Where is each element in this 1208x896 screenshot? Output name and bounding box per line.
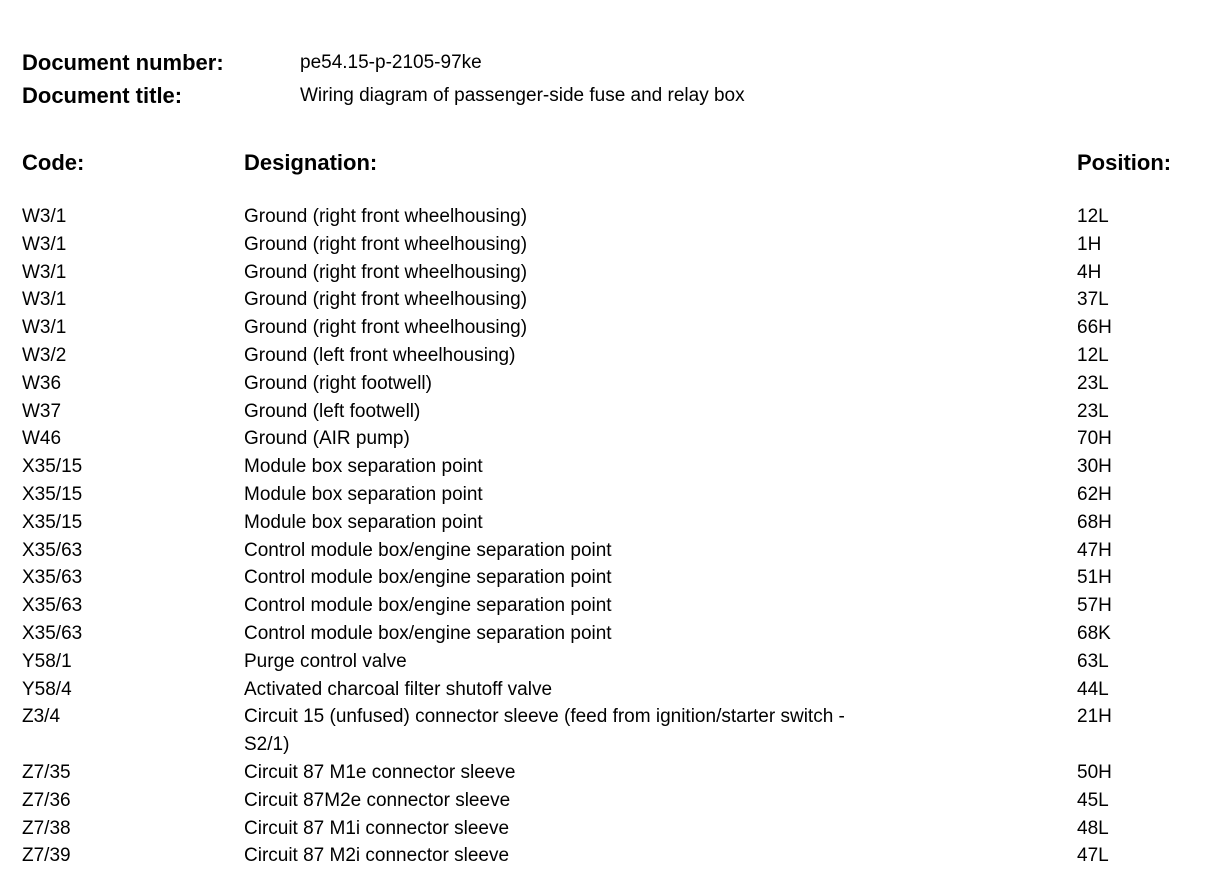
table-row <box>22 314 1192 342</box>
table-row <box>22 620 1192 648</box>
table-row <box>22 370 1192 398</box>
row-designation: Module box separation point <box>244 456 483 478</box>
document-title-row <box>22 79 745 112</box>
row-designation: Activated charcoal filter shutoff valve <box>244 678 553 700</box>
row-code: W3/1 <box>22 206 67 227</box>
table-row <box>22 453 1192 481</box>
row-code: Z7/35 <box>22 761 71 783</box>
row-designation: Module box separation point <box>244 511 483 533</box>
table-row <box>22 398 1192 426</box>
row-position: 12L <box>1077 344 1109 366</box>
row-designation: Ground (left front wheelhousing) <box>244 344 516 366</box>
row-designation: Control module box/engine separation point <box>244 622 612 644</box>
table-row <box>22 259 1192 287</box>
component-table <box>22 203 1192 870</box>
row-position: 50H <box>1077 761 1112 783</box>
document-header <box>22 46 745 112</box>
row-position: 37L <box>1077 289 1109 311</box>
row-designation: Circuit 87M2e connector sleeve <box>244 789 511 811</box>
row-designation: Control module box/engine separation point <box>244 539 612 561</box>
column-header-code: Code: <box>22 150 85 175</box>
row-position: 30H <box>1077 456 1112 478</box>
document-number-row <box>22 46 745 79</box>
row-code: X35/15 <box>22 456 83 478</box>
row-designation: Control module box/engine separation point <box>244 595 612 617</box>
row-code: X35/15 <box>22 511 83 533</box>
row-code: W3/1 <box>22 233 67 255</box>
row-position: 1H <box>1077 233 1102 255</box>
row-designation: Circuit 15 (unfused) connector sleeve (feed from ignition/starter switch - S2/1) <box>244 706 845 756</box>
row-position: 44L <box>1077 678 1109 700</box>
table-row <box>22 425 1192 453</box>
row-code: W37 <box>22 400 62 422</box>
row-code: X35/63 <box>22 595 83 617</box>
row-designation: Ground (left footwell) <box>244 400 421 422</box>
table-row <box>22 648 1192 676</box>
row-designation: Purge control valve <box>244 650 407 672</box>
row-position: 68H <box>1077 511 1112 533</box>
table-row <box>22 537 1192 565</box>
document-title-value: Wiring diagram of passenger-side fuse and relay box <box>300 84 745 106</box>
row-position: 57H <box>1077 595 1112 617</box>
row-position: 51H <box>1077 567 1112 589</box>
row-code: Z7/39 <box>22 845 71 867</box>
row-designation: Ground (AIR pump) <box>244 428 410 450</box>
table-row <box>22 231 1192 259</box>
table-row <box>22 815 1192 843</box>
row-code: Z7/36 <box>22 789 71 811</box>
row-designation: Ground (right front wheelhousing) <box>244 233 528 255</box>
document-title-label: Document title: <box>22 82 183 108</box>
row-code: X35/63 <box>22 539 83 561</box>
row-position: 4H <box>1077 261 1102 283</box>
row-code: W36 <box>22 372 62 394</box>
row-code: Z3/4 <box>22 706 61 728</box>
table-row <box>22 787 1192 815</box>
row-position: 45L <box>1077 789 1109 811</box>
table-row <box>22 842 1192 870</box>
row-designation: Ground (right front wheelhousing) <box>244 206 528 227</box>
row-designation: Circuit 87 M1e connector sleeve <box>244 761 516 783</box>
row-code: W3/1 <box>22 289 67 311</box>
row-code: W3/1 <box>22 261 67 283</box>
table-row <box>22 703 1192 759</box>
row-designation: Control module box/engine separation point <box>244 567 612 589</box>
row-code: W3/1 <box>22 317 67 339</box>
row-position: 48L <box>1077 817 1109 839</box>
row-position: 23L <box>1077 372 1109 394</box>
table-row <box>22 509 1192 537</box>
row-position: 70H <box>1077 428 1112 450</box>
column-header-position: Position: <box>1077 150 1172 175</box>
row-code: X35/63 <box>22 567 83 589</box>
row-designation: Ground (right footwell) <box>244 372 432 394</box>
row-code: X35/15 <box>22 483 83 505</box>
row-code: Y58/4 <box>22 678 72 700</box>
row-code: W3/2 <box>22 344 67 366</box>
table-row <box>22 759 1192 787</box>
row-code: Z7/38 <box>22 817 71 839</box>
row-position: 62H <box>1077 483 1112 505</box>
table-row <box>22 564 1192 592</box>
row-code: Y58/1 <box>22 650 72 672</box>
table-row <box>22 481 1192 509</box>
document-number-label: Document number: <box>22 49 224 75</box>
row-designation: Module box separation point <box>244 483 483 505</box>
row-code: X35/63 <box>22 622 83 644</box>
document-number-value: pe54.15-p-2105-97ke <box>300 51 482 73</box>
row-code: W46 <box>22 428 62 450</box>
row-designation: Ground (right front wheelhousing) <box>244 289 528 311</box>
row-position: 12L <box>1077 206 1109 227</box>
column-header-designation: Designation: <box>244 150 378 175</box>
table-row <box>22 203 1192 231</box>
table-row <box>22 676 1192 704</box>
row-designation: Circuit 87 M1i connector sleeve <box>244 817 510 839</box>
row-position: 66H <box>1077 317 1112 339</box>
row-position: 21H <box>1077 706 1112 728</box>
row-designation: Ground (right front wheelhousing) <box>244 261 528 283</box>
row-position: 23L <box>1077 400 1109 422</box>
row-position: 63L <box>1077 650 1109 672</box>
row-designation: Ground (right front wheelhousing) <box>244 317 528 339</box>
row-position: 47L <box>1077 845 1109 867</box>
row-position: 68K <box>1077 622 1111 644</box>
table-row <box>22 342 1192 370</box>
table-header <box>22 150 1192 182</box>
row-position: 47H <box>1077 539 1112 561</box>
table-row <box>22 286 1192 314</box>
row-designation: Circuit 87 M2i connector sleeve <box>244 845 510 867</box>
table-row <box>22 592 1192 620</box>
